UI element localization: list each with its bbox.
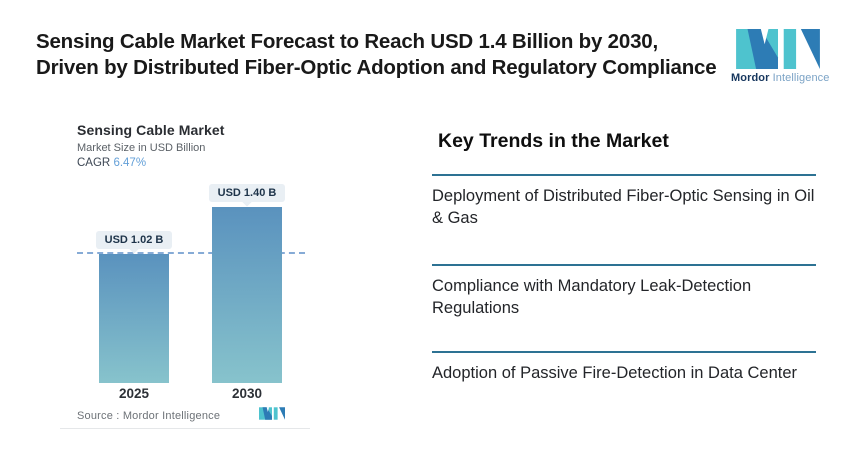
chart-cagr xyxy=(77,157,225,169)
bar-column-2025 xyxy=(99,175,169,383)
wordmark-bold: Mordor xyxy=(731,72,770,84)
mordor-wordmark xyxy=(731,72,830,84)
bar-value-badge-2025: USD 1.02 B xyxy=(96,231,173,249)
key-trends-heading: Key Trends in the Market xyxy=(438,130,669,152)
bar-plot-area xyxy=(58,175,318,383)
mordor-intelligence-logo xyxy=(731,29,830,84)
page-title-line-1: Sensing Cable Market Forecast to Reach USD 1.4 Billion by 2030, xyxy=(36,30,658,53)
trend-item-2: Compliance with Mandatory Leak-Detection Regulations xyxy=(432,264,816,319)
chart-header xyxy=(77,122,225,169)
trend-item-3: Adoption of Passive Fire-Detection in Data Center xyxy=(432,351,816,384)
bar-2030 xyxy=(212,207,282,383)
chart-bottom-divider xyxy=(60,428,310,429)
cagr-label: CAGR xyxy=(77,157,111,169)
bar-column-2030 xyxy=(212,175,282,383)
mordor-logo-mini-icon xyxy=(259,407,285,420)
x-axis-label-2025: 2025 xyxy=(118,386,150,401)
page-title-line-2: Driven by Distributed Fiber-Optic Adoption and Regulatory Compliance xyxy=(36,56,717,79)
chart-title: Sensing Cable Market xyxy=(77,122,225,138)
bar-2025 xyxy=(99,254,169,383)
wordmark-light: Intelligence xyxy=(772,72,830,84)
x-axis-label-2030: 2030 xyxy=(231,386,263,401)
market-size-chart xyxy=(58,110,318,432)
chart-source: Source : Mordor Intelligence xyxy=(77,410,221,422)
chart-subtitle: Market Size in USD Billion xyxy=(77,142,206,154)
cagr-value: 6.47% xyxy=(113,157,147,169)
bar-value-badge-2030: USD 1.40 B xyxy=(209,184,286,202)
trend-item-1: Deployment of Distributed Fiber-Optic Sensing in Oil & Gas xyxy=(432,174,816,229)
mordor-logo-icon xyxy=(736,29,820,69)
page-title xyxy=(36,29,746,81)
